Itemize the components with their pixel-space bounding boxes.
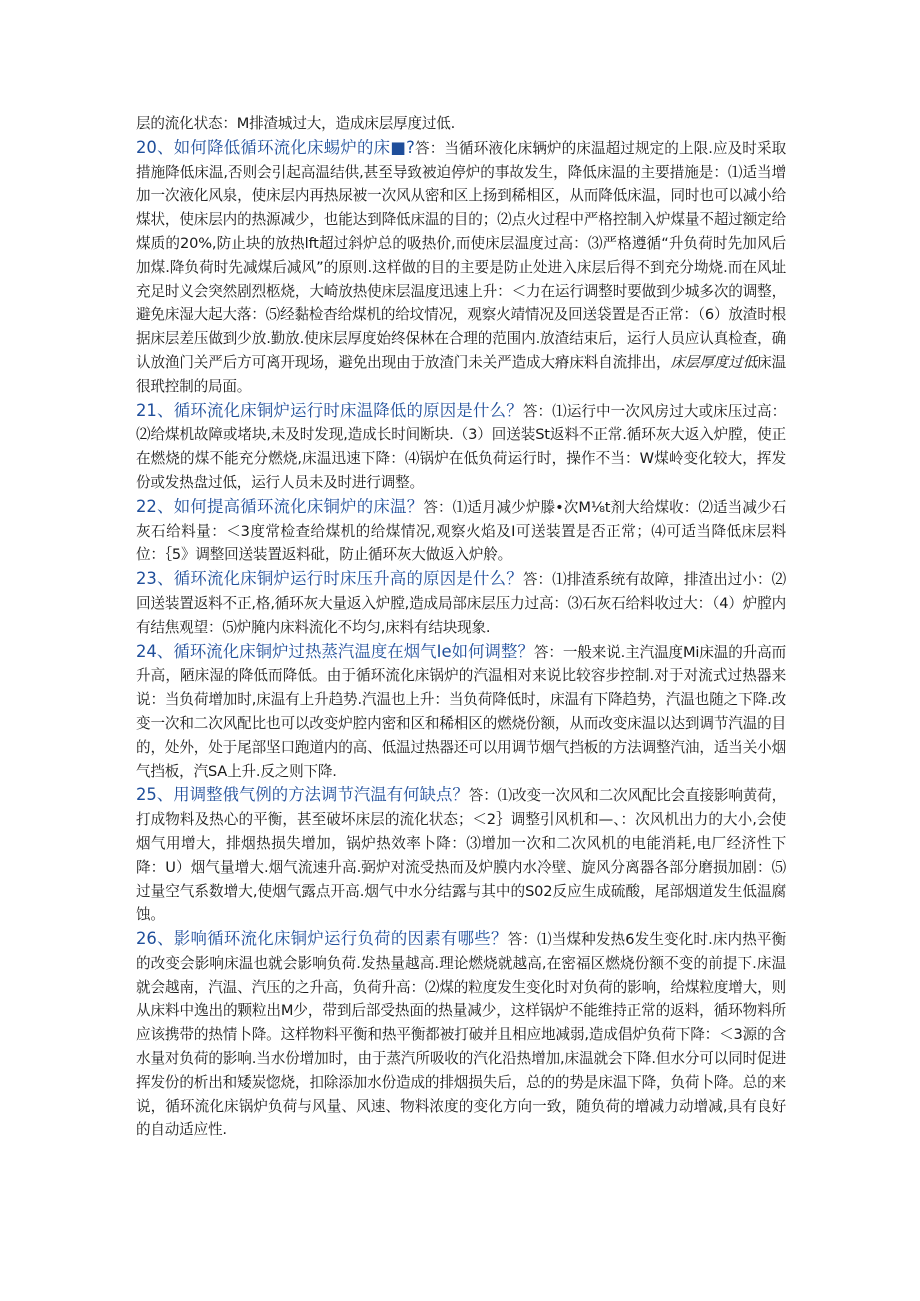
question-20: 20、如何降低循环流化床蜴炉的床■? (136, 137, 415, 157)
question-25: 25、用调整俄气例的方法调节汽温有何缺点？ (136, 785, 469, 805)
answer-21: 答：⑴运行中一次风房过大或床压过高：⑵给煤机故障或堵块,未及时发现,造成长时间断块.（3）回送装St返料不正常.循环灰大返入炉膛，使正在燃烧的煤不能充分燃烧,床温迅速下降：⑷锅炉在低负荷运行时，操作不当：W煤岭变化较大，挥发份或发热盘过低，运行人员未及时进行调整。 (136, 402, 786, 491)
answer-20: 答：当循环液化床辆炉的床温超过规定的上限.应及时采取措施降低床温,否则会引起高温结供,甚至导致被迫停炉的事故发生，降低床温的主要措施是：⑴适当增加一次液化风泉，使床层内再热尿被一次风从密和区上扬到稀相区，从而降低床温，同时也可以减小给煤状，使床层内的热源减少，也能达到降低床温的目的；⑵点火过程中严格控制入炉煤量不超过额定给煤质的20%,防止块的放热lft超过斜炉总的吸热价,而使床层温度过高：⑶严格遵循“升负荷时先加风后加煤.降负荷时先减煤后减风”的原则.这样做的目的主要是防止处进入床层后得不到充分坳烧.而在风址充足时义会突然剧烈柩烧，大崎放热使床层温度迅速上升：＜力在运行调整时要做到少城多次的调整，避免床湿大起大落：⑸经黏检杳给煤机的给坟情况，观察火靖情况及回送袋置是否正常：（6）放渣时根据床层差压做到少放.勤放.使床层厚度始终保林在合理的范围内.放渣结束后，运行人员应认真检查，确认放渔门关严后方可离开现场，避免出现由于放渣门未关严造成大瘠床料自流排出， (136, 139, 786, 371)
question-21: 21、循环流化床铜炉运行时床温降低的原因是什么？ (136, 400, 523, 420)
answer-20-tail: 床温很玳控制的局面。 (136, 353, 786, 395)
answer-22: 答：⑴适月减少炉滕•次M⅛t剂大给煤收：⑵适当减少石灰石给料量：＜3度常检查给煤机的给煤情况,观察火焰及I可送装置是否正常；⑷可适当降低床层料位：｛5》调整回送装置返料砒，防止循环灰大做返入炉舲。 (136, 498, 786, 564)
qa-item-20 (136, 136, 786, 399)
question-24: 24、循环流化床铜炉过热蒸汽温度在烟气Ie如何调整？ (136, 641, 534, 661)
qa-item-23 (136, 567, 786, 639)
qa-item-24 (136, 640, 786, 784)
qa-item-22 (136, 495, 786, 567)
answer-26: 答：⑴当煤种发热6发生变化时.床内热平衡的改变会影响床温也就会影响负荷.发热量越高.理论燃烧就越高,在密福区燃烧份额不变的前提下.床温就会越南，汽温、汽压的之升高，负荷升高：⑵煤的粒度发生变化时对负荷的影响，给煤粒度增大，则从床料中逸出的颗粒出M少，带到后部受热面的热量减少，这样锅炉不能维持正常的返料，循环物料所应该携带的热情卜降。这样物料平衡和热平衡都被打破并且相应地减弱,造成倡炉负荷下降：＜3源的含水量对负荷的影响.当水份增加时，由于蒸汽所吸收的汽化沿热增加,床温就会下降.但水分可以同时促进挥发份的析出和矮炭惚烧，扣除添加水份造成的排烟损失后，总的的势是床温下降，负荷卜降。总的来说，循环流化床锅炉负荷与风量、风速、物料浓度的变化方向一致，随负荷的增减力动增减,具有良好的自动适应性. (136, 931, 786, 1139)
answer-24: 答：一般来说.主汽温度Mi床温的升高而升高，陋床湿的降低而降低。由于循环流化床锅炉的汽温相对来说比较容步控制.对于对流式过热器来说：当负荷增加时,床温有上升趋势.汽温也上升：当负荷降低时，床温有下降趋势，汽温也随之下降.改变一次和二次风配比也可以改变炉腔内密和区和稀相区的燃烧份额，从而改变床温以达到调节汽温的目的，处外，处于尾部坚口跑道内的高、低温过热器还可以用调节烟气挡板的方法调整汽油，适当关小烟气挡板，汽SA上升.反之则下降. (136, 643, 786, 780)
qa-item-21 (136, 399, 786, 495)
qa-item-25 (136, 783, 786, 927)
document-page (136, 112, 786, 1142)
answer-20-emphasis: 床层厚度过低 (670, 353, 758, 371)
question-23: 23、循环流化床铜炉运行时床压升高的原因是什么？ (136, 569, 523, 589)
answer-25: 答：⑴改变一次风和二次风配比会直接影响黄荷，打成物料及热心的平衡，甚至破坏床层的流化状态；＜2｝调整引风机和—、：次风机出力的大小,会使烟气用增大，排烟热损失增加，锅炉热效率卜降：⑶增加一次和二次风机的电能消耗,电厂经济性下降：U）烟气量增大.烟气流速升高.弼炉对流受热而及炉膜内水冷壁、旋风分离器各部分磨损加剧：⑸过量空气系数增大,使烟气露点开高.烟气中水分结露与其中的S02反应生成硫酸，尾部烟道发生低温腐蚀。 (136, 787, 786, 924)
question-22: 22、如何提高循环流化床铜炉的床温？ (136, 496, 424, 516)
question-26: 26、影响循环流化床铜炉运行负荷的因素有哪些？ (136, 929, 508, 949)
intro-paragraph: 层的流化状态：M排渣城过大，造成床层厚度过低. (136, 115, 456, 132)
qa-item-26 (136, 927, 786, 1142)
answer-23: 答：⑴排渣系统有故障，排渣出过小：⑵回送装置返料不正,格,循环灰大量返入炉膛,造成局部床层压力过高：⑶石灰石给料收过大：（4）炉膛内有结焦观望：⑸炉腌内床料流化不均匀,床料有结块现象. (136, 571, 786, 636)
